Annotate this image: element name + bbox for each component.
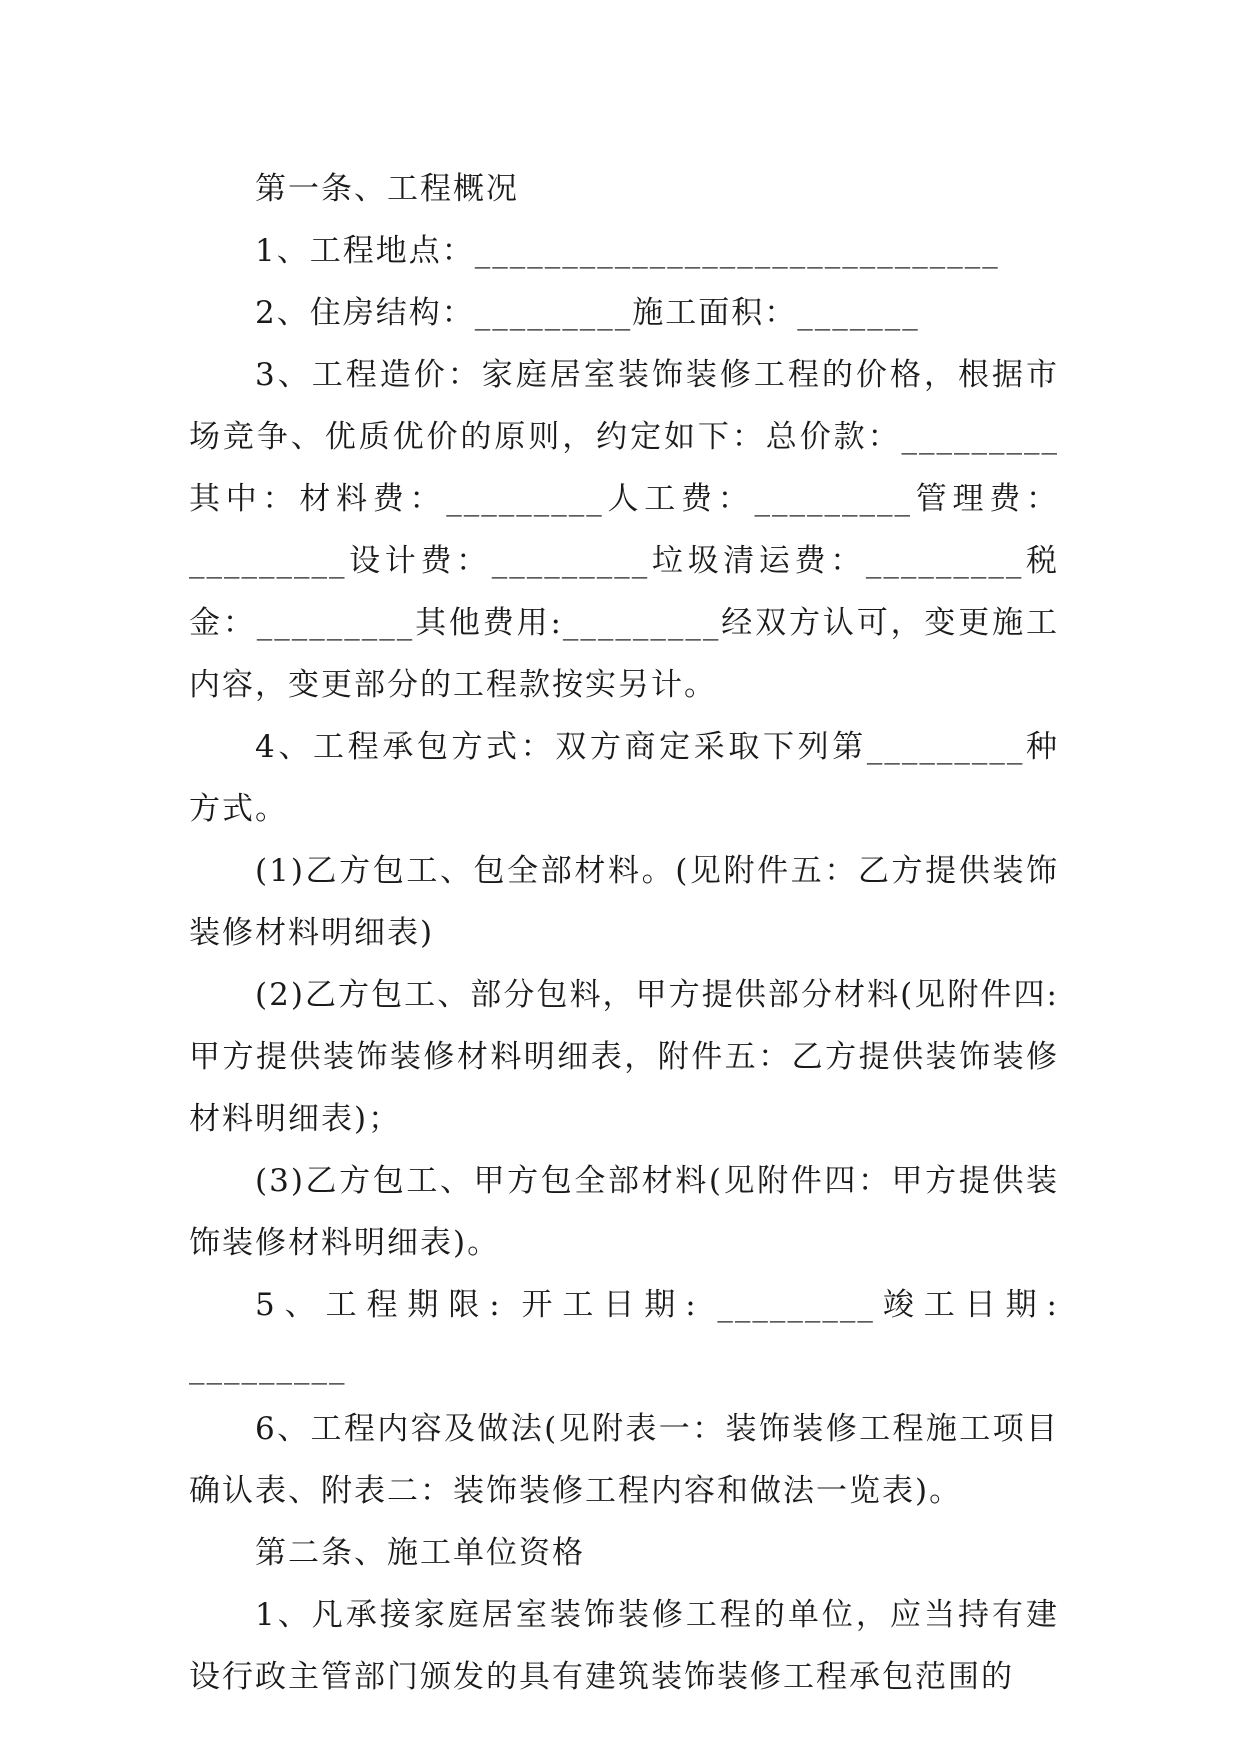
contract-text [189,158,1059,1708]
paragraph-project-content: 6、工程内容及做法(见附表一：装饰装修工程施工项目确认表、附表二：装饰装修工程内容和做法一览表)。 [189,1411,1059,1509]
paragraph-qualification: 1、凡承接家庭居室装饰装修工程的单位，应当持有建设行政主管部门颁发的具有建筑装饰装修工程承包范围的 [189,1597,1059,1695]
paragraph-housing-structure: 2、住房结构：_________施工面积：_______ [255,295,920,331]
paragraph-option-2: (2)乙方包工、部分包料，甲方提供部分材料(见附件四:甲方提供装饰装修材料明细表，附件五：乙方提供装饰装修材料明细表)； [189,977,1059,1137]
paragraph-project-cost: 3、工程造价：家庭居室装饰装修工程的价格，根据市场竞争、优质优价的原则，约定如下：总价款：_________其中：材料费：_________人工费：_________管理费：_________设计费：_________垃圾清运费：_________税金：_________其他费用:_________经双方认可，变更施工内容，变更部分的工程款按实另计。 [189,357,1059,703]
paragraph-option-1: (1)乙方包工、包全部材料。(见附件五：乙方提供装饰装修材料明细表) [189,853,1059,951]
paragraph-option-3: (3)乙方包工、甲方包全部材料(见附件四：甲方提供装饰装修材料明细表)。 [189,1163,1059,1261]
section-heading-2: 第二条、施工单位资格 [255,1535,585,1571]
section-heading-1: 第一条、工程概况 [255,171,519,207]
paragraph-project-location: 1、工程地点：______________________________ [255,233,1000,269]
paragraph-project-period: 5、工程期限: 开工日期: _________竣工日期: _________ [189,1287,1059,1385]
paragraph-contract-method: 4、工程承包方式：双方商定采取下列第_________种方式。 [189,729,1059,827]
